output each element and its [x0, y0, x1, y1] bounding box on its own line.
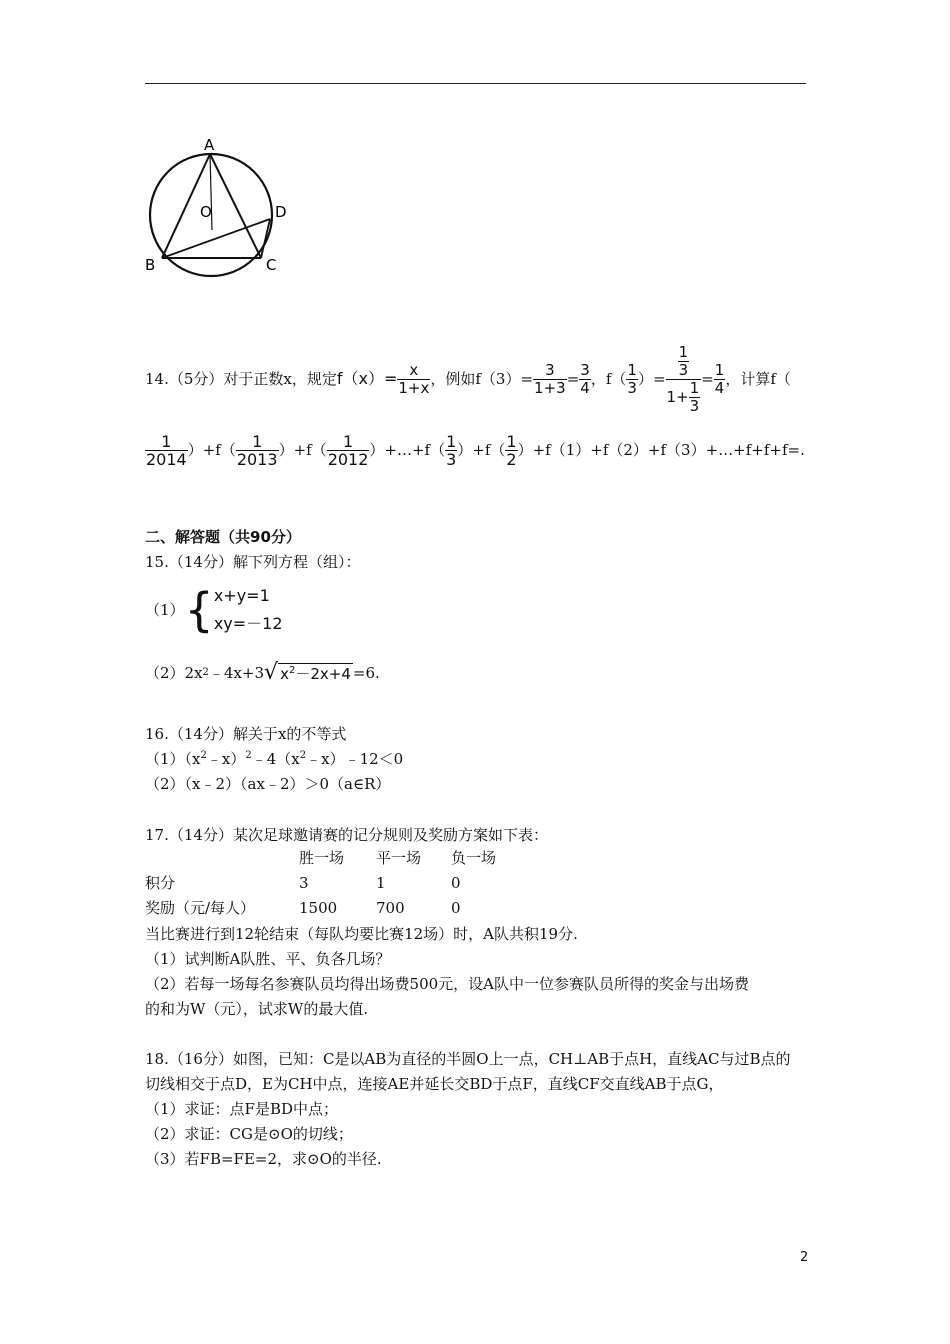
page-number: 2	[800, 1250, 809, 1265]
q14-sep2: ）+f（	[278, 441, 327, 459]
q18-line2: 切线相交于点D，E为CH中点，连接AE并延长交BD于点F，直线CF交直线AB于点G，	[145, 1075, 724, 1093]
q14-eq2: =	[701, 370, 714, 388]
table-header: 负一场	[451, 849, 497, 867]
q14-e1-result: $\frac{3}{4}$	[580, 360, 590, 397]
q15-part1	[145, 580, 283, 640]
q17-line1: 当比赛进行到12轮结束（每队均要比赛12场）时，A队共积19分.	[145, 925, 578, 943]
q17-score-table	[145, 845, 531, 920]
q15-system	[214, 582, 283, 638]
label-b: B	[145, 256, 156, 274]
q15-p2-suffix: =6.	[352, 664, 380, 682]
q14-f-frac: $\frac{x}{1+x}$	[398, 360, 430, 397]
left-brace-icon: {	[184, 583, 214, 637]
table-header: 胜一场	[299, 849, 345, 867]
q17-title: 17.（14分）某次足球邀请赛的记分规则及奖励方案如下表：	[145, 826, 548, 844]
q18-line3: （1）求证：点F是BD中点；	[145, 1100, 339, 1118]
q14-fx: f（x）=	[336, 369, 398, 388]
label-d: D	[275, 203, 287, 221]
q14-frac-3: $\frac{1}{3}$	[446, 431, 457, 469]
q14-line2	[145, 428, 805, 472]
q14-eq1: =	[566, 370, 580, 388]
q14-frac-2014: $\frac{1}{2014}$	[146, 431, 187, 469]
q16-part1: $(1)(x^2﹣x)^2﹣4(x^2﹣x)﹣12<0$	[145, 750, 404, 768]
q16-part2: （2）（x﹣2）（ax﹣2）＞0（a∈R）	[145, 775, 391, 793]
q16-title: 16.（14分）解关于x的不等式	[145, 725, 347, 743]
q15-p2-mid: ﹣4x+3	[208, 664, 265, 682]
circle-triangle-figure	[140, 130, 300, 280]
q14-e2-close: ）=	[637, 370, 666, 388]
q14-sep3: ）+…+f（	[369, 441, 446, 459]
q14-frac-2012: $\frac{1}{2012}$	[327, 431, 369, 469]
q14-prefix: 14.（5分）对于正数x，规定	[145, 370, 337, 388]
label-a: A	[204, 136, 215, 154]
q14-frac-2013: $\frac{1}{2013}$	[236, 431, 278, 469]
q15-p1-label: （1）	[145, 601, 185, 619]
q14-frac-2: $\frac{1}{2}$	[506, 431, 517, 469]
q14-e2-arg: $\frac{1}{3}$	[627, 360, 637, 397]
q14-tail: ）+f（1）+f（2）+f（3）+…+f+f+f=.	[517, 441, 805, 459]
q17-line3: （2）若每一场每名参赛队员均得出场费500元，设A队中一位参赛队员所得的奖金与出场费	[145, 975, 750, 993]
segment-dc	[261, 219, 270, 258]
q18-line1: 18.（16分）如图，已知：C是以AB为直径的半圆O上一点，CH⊥AB于点H，直线AC与过B点的	[145, 1050, 791, 1068]
q14-example2: ，f（	[590, 370, 627, 388]
q14-e1-frac: $\frac{3}{1+3}$	[534, 360, 566, 397]
q18-line4: （2）求证：CG是⊙O的切线；	[145, 1125, 353, 1143]
sqrt-icon: √	[264, 660, 279, 685]
q15-p2-prefix: （2）2x	[145, 664, 203, 682]
table-header: 平一场	[376, 849, 422, 867]
q14-line1	[145, 344, 791, 414]
q14-e2-result: $\frac{1}{4}$	[714, 360, 725, 397]
label-c: C	[266, 256, 277, 274]
q17-line4: 的和为W（元），试求W的最大值.	[145, 1000, 369, 1018]
q15-part2: （2）2x 2 ﹣4x+3 √ $x^2-2x+4$ =6.	[145, 660, 380, 685]
section-title: 二、解答题（共90分）	[145, 528, 301, 546]
label-o: O	[200, 203, 212, 221]
q14-example1: ，例如f（3）=	[430, 370, 534, 388]
q14-compute: ，计算f（	[725, 370, 791, 388]
q15-title: 15.（14分）解下列方程（组）：	[145, 553, 361, 571]
q15-p2-radicand: $x^2-2x+4$	[280, 664, 351, 683]
q14-sep1: ）+f（	[187, 441, 236, 459]
table-header-row	[145, 845, 531, 870]
q18-line5: （3）若FB=FE=2，求⊙O的半径.	[145, 1150, 382, 1168]
q14-sep4: ）+f（	[457, 441, 506, 459]
header-rule	[145, 83, 806, 84]
q15-eq1: x+y=1	[213, 586, 270, 605]
q14-e2-complex-frac: $\frac{1}{3}$ 1+ $\frac{1}{3}$	[666, 342, 700, 415]
table-row: 积分 3 1 0	[145, 873, 461, 892]
q15-eq2: xy=－12	[213, 614, 283, 633]
table-row: 奖励（元/每人） 1500 700 0	[145, 898, 461, 917]
q17-line2: （1）试判断A队胜、平、负各几场？	[145, 950, 391, 968]
